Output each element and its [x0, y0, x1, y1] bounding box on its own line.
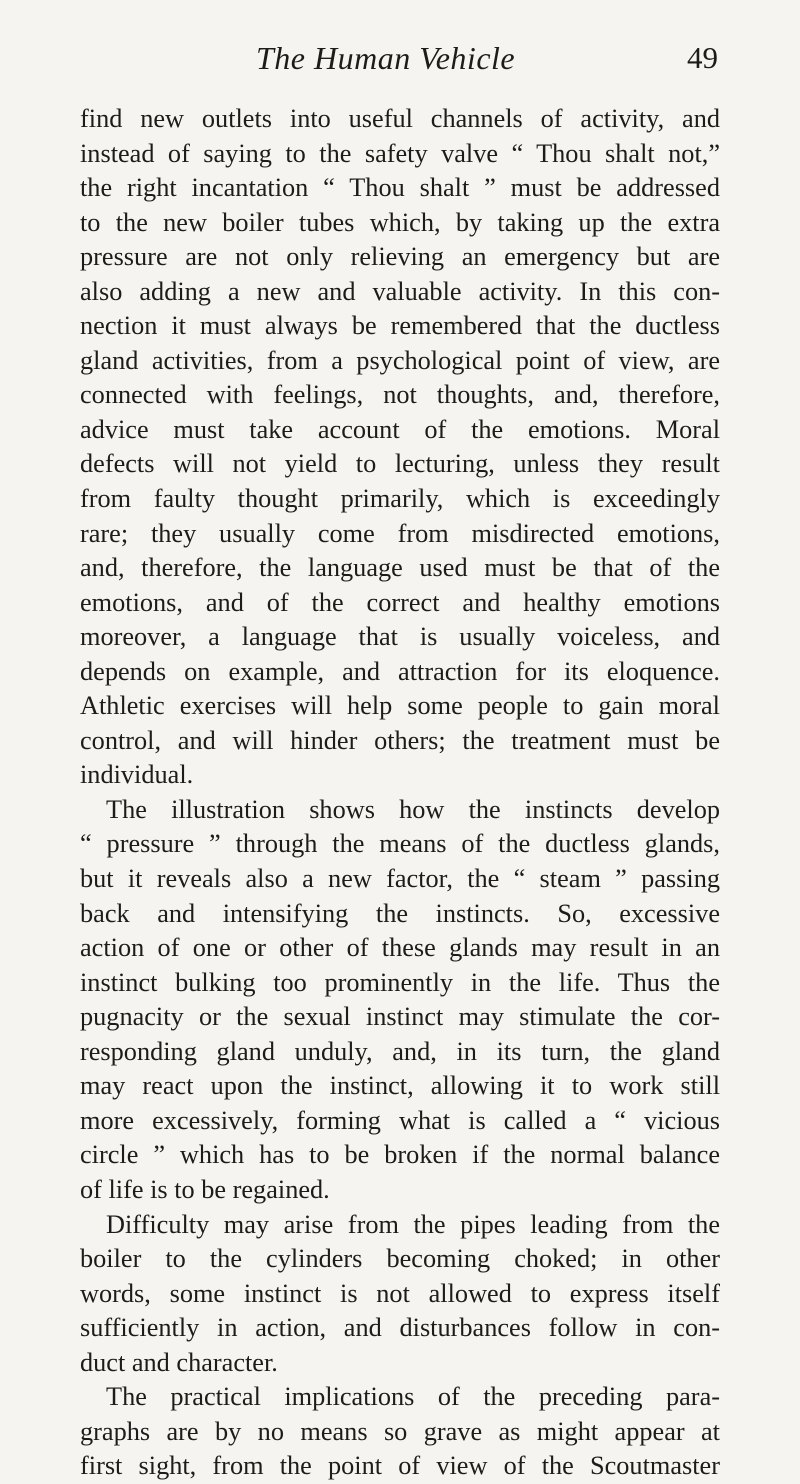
running-title: The Human Vehicle [256, 40, 516, 76]
paragraph [80, 793, 720, 1208]
text-line: connected with feelings, not thoughts, and, therefore, [80, 380, 720, 410]
paragraph [80, 1208, 720, 1381]
text-line: individual. [80, 760, 194, 790]
text-line: “ pressure ” through the means of the ductless glands, [80, 829, 720, 859]
text-line: Difficulty may arise from the pipes leading from the [106, 1209, 720, 1239]
text-line: nection it must always be remembered that the ductless [80, 311, 720, 341]
text-line: pressure are not only relieving an emergency but are [80, 242, 720, 272]
text-line: graphs are by no means so grave as might appear at [80, 1416, 720, 1446]
text-line: but it reveals also a new factor, the “ steam ” passing [80, 864, 720, 894]
page-number: 49 [687, 40, 718, 75]
text-line: circle ” which has to be broken if the normal balance [80, 1140, 720, 1170]
text-line: from faulty thought primarily, which is exceedingly [80, 484, 720, 514]
text-line: moreover, a language that is usually voiceless, and [80, 622, 720, 652]
body-text [80, 102, 720, 1484]
text-line: the right incantation “ Thou shalt ” must be addressed [80, 173, 720, 203]
text-line: instead of saying to the safety valve “ Thou shalt not,” [80, 138, 720, 168]
text-line: boiler to the cylinders becoming choked; in other [80, 1244, 720, 1274]
text-line: gland activities, from a psychological point of view, are [80, 345, 720, 375]
text-line: defects will not yield to lecturing, unless they result [80, 449, 720, 479]
text-line: Athletic exercises will help some people to gain moral [80, 691, 720, 721]
text-line: The practical implications of the preceding para- [106, 1382, 720, 1412]
text-line: find new outlets into useful channels of activity, and [80, 104, 720, 133]
text-line: back and intensifying the instincts. So, excessive [80, 898, 720, 928]
text-line: duct and character. [80, 1347, 278, 1377]
text-line: more excessively, forming what is called a “ vicious [80, 1105, 720, 1135]
text-line: first sight, from the point of view of the Scoutmaster [80, 1451, 720, 1481]
text-line: advice must take account of the emotions. Moral [80, 414, 720, 444]
paragraph [80, 1380, 720, 1484]
text-line: emotions, and of the correct and healthy emotions [80, 587, 720, 617]
text-line: words, some instinct is not allowed to express itself [80, 1278, 720, 1308]
text-line: action of one or other of these glands may result in an [80, 933, 720, 963]
text-line: responding gland unduly, and, in its turn, the gland [80, 1036, 720, 1066]
text-line: sufficiently in action, and disturbances follow in con- [80, 1313, 720, 1343]
text-line: control, and will hinder others; the treatment must be [80, 725, 720, 755]
text-line: pugnacity or the sexual instinct may stimulate the cor- [80, 1002, 720, 1032]
text-line: depends on example, and attraction for its eloquence. [80, 656, 720, 686]
text-line: may react upon the instinct, allowing it to work still [80, 1071, 720, 1101]
text-line: to the new boiler tubes which, by taking up the extra [80, 207, 720, 237]
text-line: of life is to be regained. [80, 1174, 330, 1204]
text-line: instinct bulking too prominently in the life. Thus the [80, 967, 720, 997]
text-line: rare; they usually come from misdirected emotions, [80, 518, 720, 548]
text-line: and, therefore, the language used must be that of the [80, 553, 720, 583]
text-line: also adding a new and valuable activity. In this con- [80, 276, 720, 306]
paragraph [80, 102, 720, 793]
page-header [80, 40, 720, 80]
text-line: The illustration shows how the instincts develop [106, 794, 720, 824]
